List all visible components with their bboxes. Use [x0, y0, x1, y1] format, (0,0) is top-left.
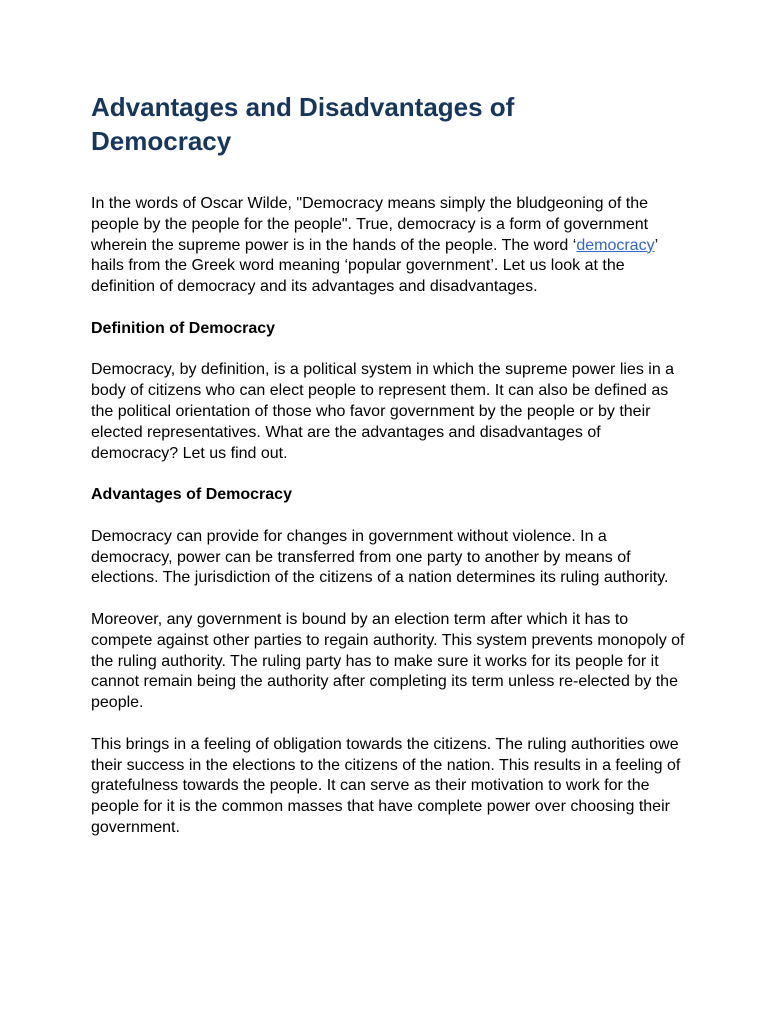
democracy-link[interactable]: democracy [576, 236, 655, 254]
definition-paragraph: Democracy, by definition, is a political system in which the supreme power lies in a body of citizens who can elect people to represent them. It can also be defined as the political orientation of those who favor government by the people or by their elected representatives. What are the advantages and disadvantages of democracy? Let us find out. [91, 361, 675, 462]
page-title-line-2: Democracy [91, 126, 232, 156]
section-heading-advantages: Advantages of Democracy [91, 486, 292, 504]
intro-paragraph [91, 194, 691, 298]
advantages-paragraph-3: This brings in a feeling of obligation towards the citizens. The ruling authorities owe their success in the elections to the citizens of the nation. This results in a feeling of gratefulness towards the people. It can serve as their motivation to work for the people for it is the common masses that have complete power over choosing their government. [91, 735, 681, 836]
advantages-paragraph-2: Moreover, any government is bound by an election term after which it has to compete against other parties to regain authority. This system prevents monopoly of the ruling authority. The ruling party has to make sure it works for its people for it cannot remain being the authority after completing its term unless re-elected by the people. [91, 610, 685, 712]
page-title [91, 90, 691, 158]
advantages-paragraph-1: Democracy can provide for changes in government without violence. In a democracy, power can be transferred from one party to another by means of elections. The jurisdiction of the citizens of a nation determines its ruling authority. [91, 527, 669, 587]
document-page [91, 90, 691, 839]
intro-text-before-link: In the words of Oscar Wilde, "Democracy means simply the bludgeoning of the people by the people for the people". True, democracy is a form of government wherein the supreme power is in the hands of the people. The word ‘ [91, 195, 649, 254]
section-heading-definition: Definition of Democracy [91, 319, 276, 337]
page-title-line-1: Advantages and Disadvantages of [91, 92, 515, 122]
intro-text-after-link: ’ hails from the Greek word meaning ‘popular government’. Let us look at the definition of democracy and its advantages and disadvantages. [91, 236, 658, 296]
